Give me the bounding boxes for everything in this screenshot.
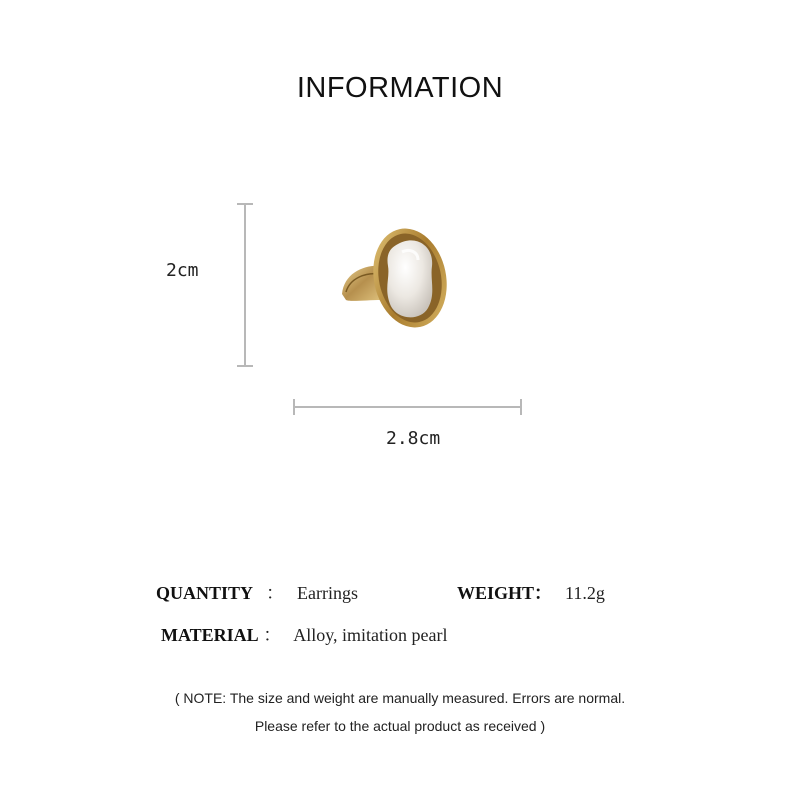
quantity-value: Earrings (297, 583, 358, 603)
width-measure-line (294, 406, 522, 408)
width-label: 2.8cm (386, 428, 441, 449)
material-key: MATERIAL (161, 625, 259, 645)
height-measure-line (244, 204, 246, 366)
quantity-separator: ： (266, 583, 285, 603)
material-separator: ： (263, 625, 282, 645)
weight-value: 11.2g (565, 583, 605, 603)
width-cap-right (520, 399, 522, 415)
height-label: 2cm (166, 260, 199, 281)
note-line-1: ( NOTE: The size and weight are manually measured. Errors are normal. (174, 690, 626, 706)
weight-row (457, 579, 605, 605)
weight-key: WEIGHT： (457, 583, 553, 603)
material-row (161, 621, 448, 647)
quantity-row (156, 579, 358, 605)
quantity-key: QUANTITY (156, 583, 254, 603)
material-value: Alloy, imitation pearl (293, 625, 448, 645)
note-line-2: Please refer to the actual product as received ) (254, 718, 546, 734)
ring-product-image (336, 222, 466, 340)
height-cap-bottom (237, 365, 253, 367)
page-title: INFORMATION (296, 72, 504, 104)
